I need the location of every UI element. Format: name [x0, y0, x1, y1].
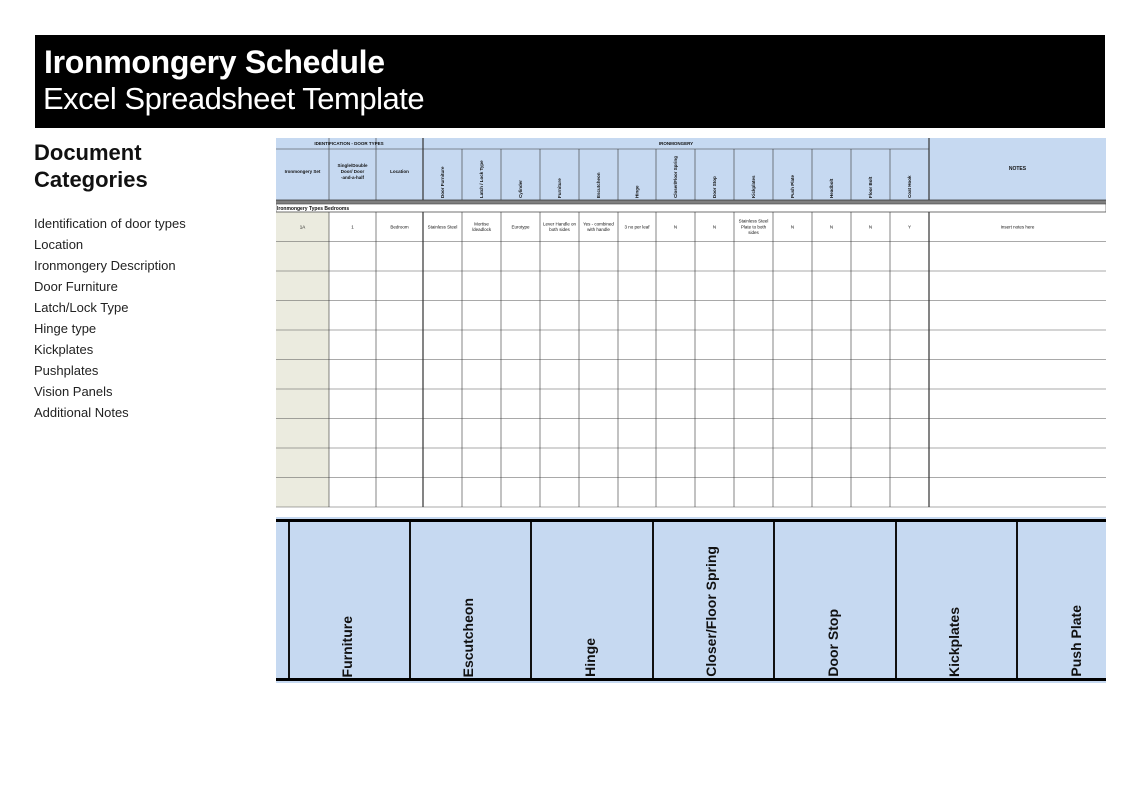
section-separator — [276, 200, 1106, 204]
categories-heading — [34, 139, 244, 193]
zoom-bottom-border — [276, 678, 1106, 681]
id-column-header: Ironmongery Set — [284, 169, 321, 174]
document-title: Ironmongery Schedule — [44, 44, 385, 80]
example-cell: Stainless Steel — [427, 224, 458, 230]
id-column-header: Single/Double Door/ Door -and-a-half — [337, 163, 368, 180]
ironmongery-column-header: Door Stop — [712, 176, 717, 198]
example-cell: 3 no per leaf — [624, 224, 650, 230]
zoom-label-door-stop: Door Stop — [825, 609, 841, 677]
category-list — [34, 213, 186, 423]
notes-header: NOTES — [1008, 166, 1027, 172]
ironmongery-column-header: Latch / Lock Type — [479, 160, 484, 198]
category-item: Identification of door types — [34, 216, 186, 231]
example-cell: N — [790, 224, 795, 230]
ironmongery-column-header: Headbolt — [829, 178, 834, 198]
zoom-top-border — [276, 519, 1106, 522]
zoom-label-hinge: Hinge — [582, 638, 598, 677]
category-item: Pushplates — [34, 363, 99, 378]
example-cell: Yes - combined with handle — [583, 221, 614, 233]
example-cell: 1 — [351, 224, 354, 230]
ironmongery-column-header: Push Plate — [790, 174, 795, 198]
ironmongery-column-header: Closer/Floor Spring — [673, 155, 678, 198]
title-banner — [35, 35, 1105, 128]
example-cell: Stainless Steel Plate to both sides — [738, 218, 769, 235]
id-column-header: Location — [390, 169, 409, 174]
example-cell: Mortise /deadlock — [471, 221, 492, 233]
example-cell: N — [712, 224, 717, 230]
category-item: Ironmongery Description — [34, 258, 176, 273]
ironmongery-column-header: Kickplates — [751, 175, 756, 198]
zoom-label-closer-floor-spring: Closer/Floor Spring — [703, 546, 719, 677]
zoom-label-kickplates: Kickplates — [946, 606, 962, 677]
spreadsheet-grid — [276, 138, 1106, 510]
zoom-label-escutcheon: Escutcheon — [460, 597, 476, 677]
zoom-divider — [288, 522, 290, 678]
example-cell: Bedroom — [390, 224, 409, 230]
category-item: Kickplates — [34, 342, 94, 357]
zoom-label-furniture: Furniture — [339, 615, 355, 677]
zoom-divider — [652, 522, 654, 678]
ironmongery-column-header: Door Furniture — [440, 166, 445, 198]
example-cell: Lever Handle on both sides — [542, 221, 577, 233]
section-row — [276, 204, 1106, 212]
zoom-divider — [409, 522, 411, 678]
categories-heading-line2: Categories — [34, 167, 148, 192]
ironmongery-column-header: Escutcheon — [596, 172, 601, 198]
zoom-divider — [530, 522, 532, 678]
example-cell: N — [673, 224, 678, 230]
category-item: Vision Panels — [34, 384, 113, 399]
spreadsheet-preview — [276, 138, 1106, 510]
group-label-identification: IDENTIFICATION - DOOR TYPES — [314, 141, 384, 146]
zoom-divider — [895, 522, 897, 678]
example-cell: N — [829, 224, 834, 230]
category-item: Latch/Lock Type — [34, 300, 129, 315]
ironmongery-column-header: Cylinder — [518, 179, 523, 198]
group-label-ironmongery: IRONMONGERY — [658, 141, 694, 146]
zoom-label-push-plate: Push Plate — [1068, 605, 1084, 677]
example-cell: Y — [907, 224, 912, 230]
example-cell: Eurotype — [511, 224, 530, 230]
category-item: Hinge type — [34, 321, 97, 336]
section-label: Ironmongery Types Bedrooms — [277, 206, 350, 212]
zoomed-header-detail — [276, 517, 1106, 683]
example-cell: N — [868, 224, 873, 230]
document-subtitle: Excel Spreadsheet Template — [43, 81, 425, 116]
category-item: Additional Notes — [34, 405, 129, 420]
category-item: Location — [34, 237, 84, 252]
ironmongery-column-header: Coat Hook — [907, 175, 912, 198]
category-item: Door Furniture — [34, 279, 118, 294]
zoom-divider — [1016, 522, 1018, 678]
example-cell: Insert notes here — [1000, 224, 1035, 230]
ironmongery-column-header: Furniture — [557, 178, 562, 198]
ironmongery-column-header: Floor Bolt — [868, 176, 873, 198]
example-cell: 1A — [299, 224, 306, 230]
categories-heading-line1: Document — [34, 140, 142, 165]
zoom-divider — [773, 522, 775, 678]
ironmongery-column-header: Hinge — [634, 185, 640, 198]
